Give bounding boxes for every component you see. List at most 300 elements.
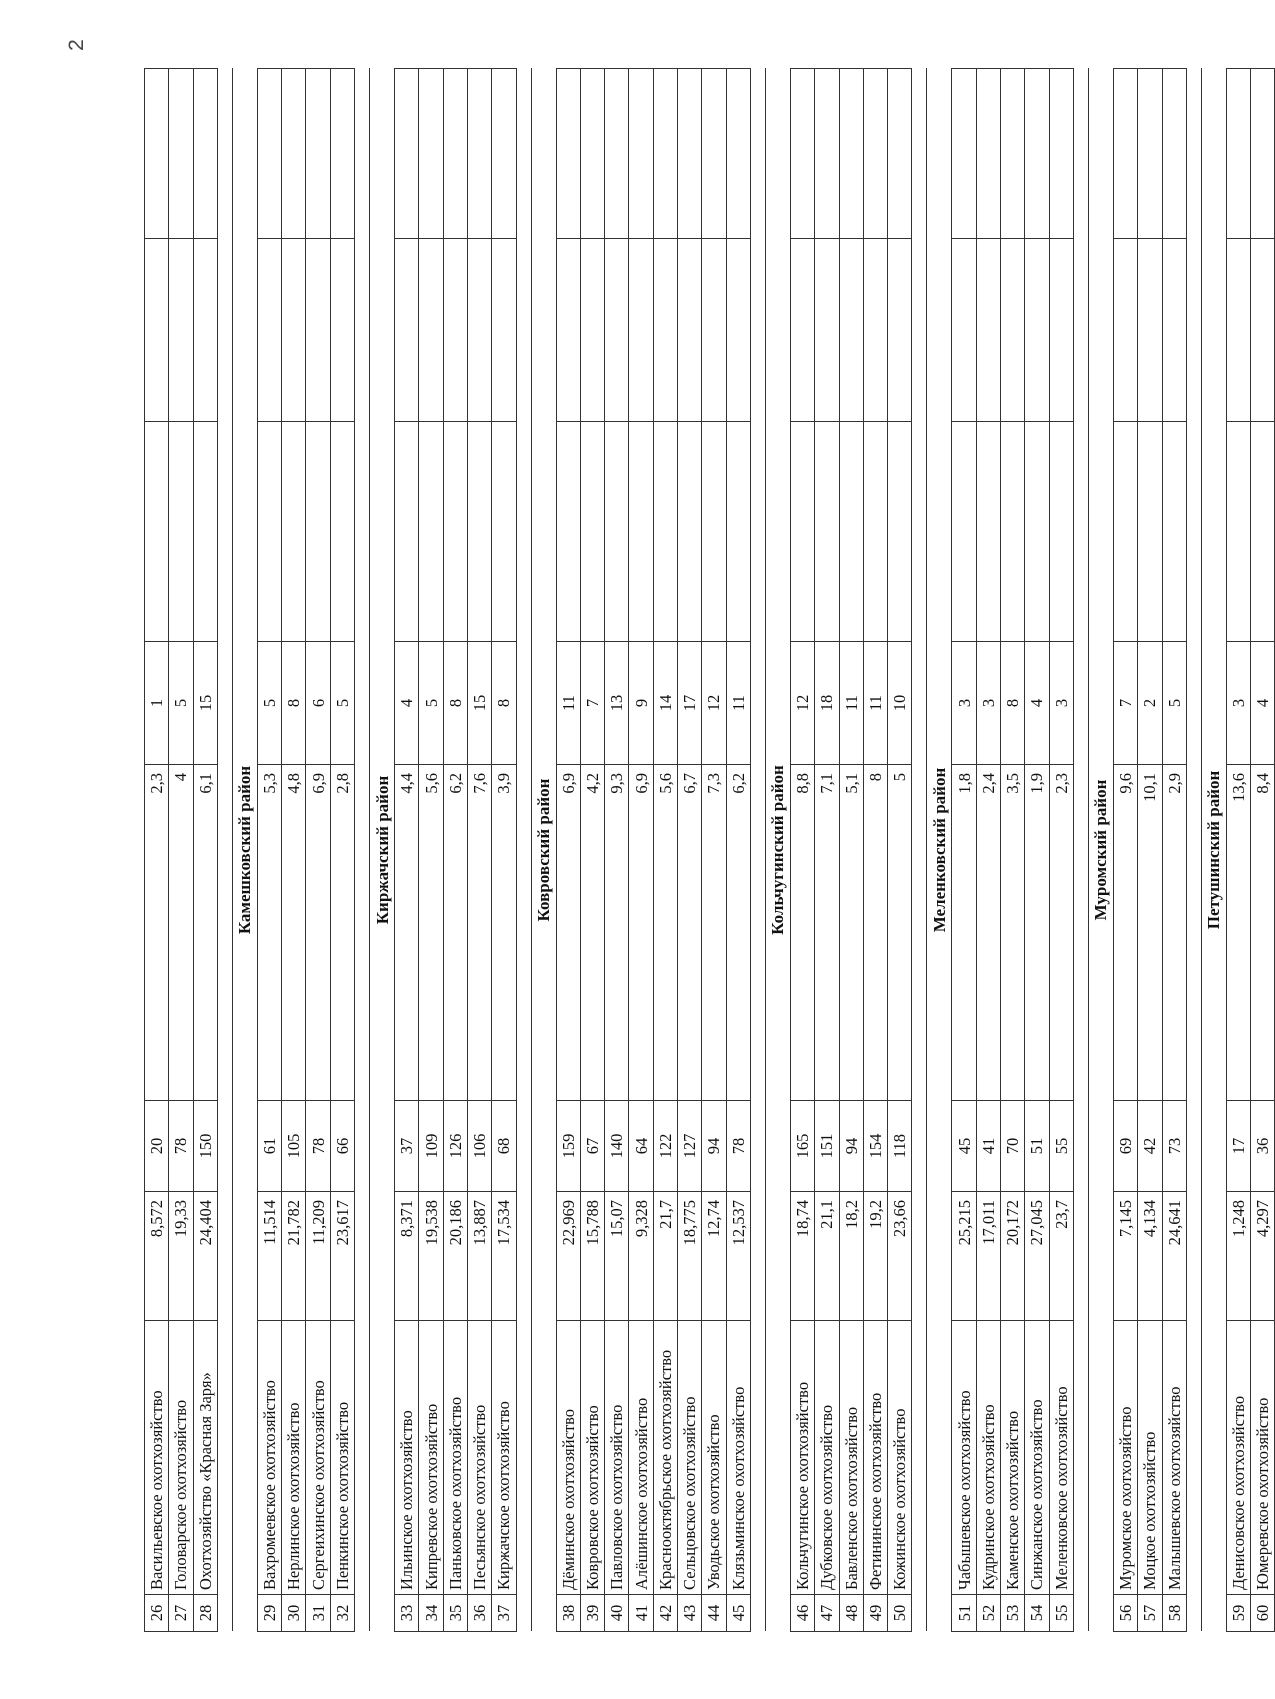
empty-cell [1024, 68, 1048, 238]
district-title: Петушинский район [1201, 68, 1226, 1631]
count-cell: 140 [604, 1100, 628, 1191]
table-row [1049, 68, 1073, 1631]
farm-name-cell: Кожинское охотхозяйство [887, 1320, 911, 1594]
area-cell: 22,969 [556, 1191, 580, 1320]
empty-cell [976, 421, 1000, 641]
empty-cell [814, 421, 838, 641]
district-header-row [531, 68, 556, 1631]
empty-cell [556, 238, 580, 421]
district-title: Камешковский район [232, 68, 257, 1631]
table-row [1250, 68, 1274, 1631]
density-cell: 1,8 [951, 764, 975, 1100]
table-row [1000, 68, 1024, 1631]
column-5-cell: 5 [1162, 641, 1186, 764]
row-number-cell: 36 [467, 1594, 491, 1631]
empty-cell [814, 68, 838, 238]
table-row [193, 68, 217, 1631]
empty-cell [677, 421, 701, 641]
farm-name-cell: Ильинское охотхозяйство [394, 1320, 418, 1594]
farm-name-cell: Пенкинское охотхозяйство [330, 1320, 354, 1594]
area-cell: 23,7 [1049, 1191, 1073, 1320]
column-5-cell: 15 [193, 641, 217, 764]
column-5-cell: 10 [887, 641, 911, 764]
empty-cell [726, 238, 750, 421]
empty-cell [951, 238, 975, 421]
column-5-cell: 14 [653, 641, 677, 764]
farm-name-cell: Денисовское охотхозяйство [1226, 1320, 1250, 1594]
empty-cell [418, 421, 442, 641]
area-cell: 11,514 [257, 1191, 281, 1320]
column-5-cell: 3 [1226, 641, 1250, 764]
farm-name-cell: Сельцовское охотхозяйство [677, 1320, 701, 1594]
density-cell: 7,3 [701, 764, 725, 1100]
density-cell: 5,1 [839, 764, 863, 1100]
farm-name-cell: Фетининское охотхозяйство [863, 1320, 887, 1594]
empty-cell [394, 421, 418, 641]
farm-name-cell: Бавленское охотхозяйство [839, 1320, 863, 1594]
column-5-cell: 11 [556, 641, 580, 764]
column-5-cell: 11 [863, 641, 887, 764]
count-cell: 20 [144, 1100, 168, 1191]
table-row [701, 68, 725, 1631]
empty-cell [701, 68, 725, 238]
density-cell: 2,3 [1049, 764, 1073, 1100]
count-cell: 42 [1137, 1100, 1161, 1191]
area-cell: 19,33 [168, 1191, 192, 1320]
empty-cell [491, 238, 515, 421]
count-cell: 41 [976, 1100, 1000, 1191]
farm-name-cell: Сергеихинское охотхозяйство [305, 1320, 329, 1594]
count-cell: 127 [677, 1100, 701, 1191]
column-5-cell: 7 [1113, 641, 1137, 764]
empty-cell [1137, 68, 1161, 238]
hunting-farms-table [144, 68, 1275, 1632]
empty-cell [394, 68, 418, 238]
row-number-cell: 53 [1000, 1594, 1024, 1631]
empty-cell [1226, 421, 1250, 641]
empty-cell [839, 238, 863, 421]
empty-cell [1024, 238, 1048, 421]
row-number-cell: 56 [1113, 1594, 1137, 1631]
empty-cell [467, 238, 491, 421]
row-number-cell: 31 [305, 1594, 329, 1631]
density-cell: 3,9 [491, 764, 515, 1100]
empty-cell [1113, 238, 1137, 421]
empty-cell [305, 421, 329, 641]
count-cell: 154 [863, 1100, 887, 1191]
empty-cell [790, 68, 814, 238]
count-cell: 64 [628, 1100, 652, 1191]
table-row [443, 68, 467, 1631]
district-header-row [1088, 68, 1113, 1631]
column-5-cell: 17 [677, 641, 701, 764]
row-number-cell: 52 [976, 1594, 1000, 1631]
farm-name-cell: Кудринское охотхозяйство [976, 1320, 1000, 1594]
table-row [839, 68, 863, 1631]
area-cell: 4,134 [1137, 1191, 1161, 1320]
empty-cell [653, 68, 677, 238]
empty-cell [814, 238, 838, 421]
area-cell: 20,172 [1000, 1191, 1024, 1320]
table-row [604, 68, 628, 1631]
table-row [556, 68, 580, 1631]
table-row [418, 68, 442, 1631]
area-cell: 23,66 [887, 1191, 911, 1320]
row-number-cell: 57 [1137, 1594, 1161, 1631]
empty-cell [580, 238, 604, 421]
empty-cell [1162, 68, 1186, 238]
farm-name-cell: Малышевское охотхозяйство [1162, 1320, 1186, 1594]
farm-name-cell: Охотхозяйство «Красная Заря» [193, 1320, 217, 1594]
empty-cell [790, 421, 814, 641]
row-number-cell: 28 [193, 1594, 217, 1631]
farm-name-cell: Краснооктябрьское охотхозяйство [653, 1320, 677, 1594]
district-header-row [765, 68, 790, 1631]
area-cell: 1,248 [1226, 1191, 1250, 1320]
farm-name-cell: Васильевское охотхозяйство [144, 1320, 168, 1594]
area-cell: 15,07 [604, 1191, 628, 1320]
empty-cell [418, 68, 442, 238]
page-number: 2 [65, 39, 88, 51]
column-5-cell: 18 [814, 641, 838, 764]
count-cell: 37 [394, 1100, 418, 1191]
area-cell: 19,2 [863, 1191, 887, 1320]
area-cell: 8,371 [394, 1191, 418, 1320]
empty-cell [951, 68, 975, 238]
empty-cell [491, 421, 515, 641]
column-5-cell: 6 [305, 641, 329, 764]
empty-cell [1162, 238, 1186, 421]
column-5-cell: 8 [443, 641, 467, 764]
column-5-cell: 11 [726, 641, 750, 764]
empty-cell [281, 68, 305, 238]
area-cell: 21,782 [281, 1191, 305, 1320]
table-row [814, 68, 838, 1631]
empty-cell [305, 68, 329, 238]
area-cell: 7,145 [1113, 1191, 1137, 1320]
density-cell: 6,1 [193, 764, 217, 1100]
farm-name-cell: Кипревское охотхозяйство [418, 1320, 442, 1594]
district-header-row [369, 68, 394, 1631]
empty-cell [168, 238, 192, 421]
empty-cell [580, 68, 604, 238]
area-cell: 9,328 [628, 1191, 652, 1320]
density-cell: 7,1 [814, 764, 838, 1100]
density-cell: 9,6 [1113, 764, 1137, 1100]
density-cell: 5,6 [418, 764, 442, 1100]
empty-cell [168, 421, 192, 641]
table-row [976, 68, 1000, 1631]
empty-cell [467, 68, 491, 238]
row-number-cell: 51 [951, 1594, 975, 1631]
row-number-cell: 33 [394, 1594, 418, 1631]
empty-cell [1000, 238, 1024, 421]
spacer-row [750, 68, 765, 1631]
farm-name-cell: Муромское охотхозяйство [1113, 1320, 1137, 1594]
farm-name-cell: Дёминское охотхозяйство [556, 1320, 580, 1594]
count-cell: 69 [1113, 1100, 1137, 1191]
area-cell: 13,887 [467, 1191, 491, 1320]
district-title: Кольчугинский район [765, 68, 790, 1631]
area-cell: 15,788 [580, 1191, 604, 1320]
density-cell: 4,8 [281, 764, 305, 1100]
empty-cell [976, 238, 1000, 421]
empty-cell [653, 238, 677, 421]
empty-cell [701, 238, 725, 421]
spacer-row [1186, 68, 1201, 1631]
area-cell: 11,209 [305, 1191, 329, 1320]
area-cell: 24,404 [193, 1191, 217, 1320]
farm-name-cell: Клязьминское охотхозяйство [726, 1320, 750, 1594]
count-cell: 159 [556, 1100, 580, 1191]
row-number-cell: 48 [839, 1594, 863, 1631]
column-5-cell: 5 [168, 641, 192, 764]
count-cell: 122 [653, 1100, 677, 1191]
row-number-cell: 39 [580, 1594, 604, 1631]
table-row [168, 68, 192, 1631]
empty-cell [418, 238, 442, 421]
farm-name-cell: Моцкое охотхозяйство [1137, 1320, 1161, 1594]
empty-cell [330, 238, 354, 421]
row-number-cell: 29 [257, 1594, 281, 1631]
empty-cell [1024, 421, 1048, 641]
count-cell: 61 [257, 1100, 281, 1191]
row-number-cell: 45 [726, 1594, 750, 1631]
row-number-cell: 46 [790, 1594, 814, 1631]
table-row [1024, 68, 1048, 1631]
count-cell: 118 [887, 1100, 911, 1191]
table-row [144, 68, 168, 1631]
empty-cell [863, 68, 887, 238]
density-cell: 5,6 [653, 764, 677, 1100]
density-cell: 1,9 [1024, 764, 1048, 1100]
row-number-cell: 47 [814, 1594, 838, 1631]
table-row [257, 68, 281, 1631]
area-cell: 18,74 [790, 1191, 814, 1320]
empty-cell [1162, 421, 1186, 641]
density-cell: 7,6 [467, 764, 491, 1100]
empty-cell [193, 421, 217, 641]
area-cell: 20,186 [443, 1191, 467, 1320]
column-5-cell: 4 [394, 641, 418, 764]
density-cell: 6,2 [726, 764, 750, 1100]
density-cell: 6,9 [628, 764, 652, 1100]
empty-cell [1137, 421, 1161, 641]
empty-cell [491, 68, 515, 238]
density-cell: 4 [168, 764, 192, 1100]
empty-cell [257, 421, 281, 641]
empty-cell [257, 68, 281, 238]
column-5-cell: 5 [330, 641, 354, 764]
count-cell: 68 [491, 1100, 515, 1191]
area-cell: 12,537 [726, 1191, 750, 1320]
farm-name-cell: Ковровское охотхозяйство [580, 1320, 604, 1594]
empty-cell [1137, 238, 1161, 421]
count-cell: 126 [443, 1100, 467, 1191]
row-number-cell: 60 [1250, 1594, 1274, 1631]
table-row [863, 68, 887, 1631]
density-cell: 6,9 [305, 764, 329, 1100]
column-5-cell: 11 [839, 641, 863, 764]
farm-name-cell: Кольчугинское охотхозяйство [790, 1320, 814, 1594]
area-cell: 21,7 [653, 1191, 677, 1320]
farm-name-cell: Юмеревское охотхозяйство [1250, 1320, 1274, 1594]
column-5-cell: 5 [257, 641, 281, 764]
column-5-cell: 8 [281, 641, 305, 764]
table-row [1226, 68, 1250, 1631]
table-row [790, 68, 814, 1631]
table-row [1113, 68, 1137, 1631]
district-title: Меленковский район [926, 68, 951, 1631]
empty-cell [281, 421, 305, 641]
empty-cell [951, 421, 975, 641]
density-cell: 13,6 [1226, 764, 1250, 1100]
empty-cell [305, 238, 329, 421]
density-cell: 6,2 [443, 764, 467, 1100]
column-5-cell: 12 [790, 641, 814, 764]
farm-name-cell: Головарское охотхозяйство [168, 1320, 192, 1594]
spacer-row [354, 68, 369, 1631]
area-cell: 19,538 [418, 1191, 442, 1320]
farm-name-cell: Алёшинское охотхозяйство [628, 1320, 652, 1594]
empty-cell [1000, 421, 1024, 641]
density-cell: 6,7 [677, 764, 701, 1100]
empty-cell [863, 238, 887, 421]
spacer-row [1073, 68, 1088, 1631]
table-row [491, 68, 515, 1631]
table-row [281, 68, 305, 1631]
empty-cell [144, 68, 168, 238]
farm-name-cell: Уводьское охотхозяйство [701, 1320, 725, 1594]
empty-cell [677, 68, 701, 238]
farm-name-cell: Паньковское охотхозяйство [443, 1320, 467, 1594]
empty-cell [1250, 238, 1274, 421]
area-cell: 17,534 [491, 1191, 515, 1320]
empty-cell [556, 421, 580, 641]
density-cell: 10,1 [1137, 764, 1161, 1100]
empty-cell [443, 238, 467, 421]
empty-cell [1049, 68, 1073, 238]
empty-cell [257, 238, 281, 421]
count-cell: 17 [1226, 1100, 1250, 1191]
table-row [1162, 68, 1186, 1631]
empty-cell [193, 68, 217, 238]
empty-cell [1226, 68, 1250, 238]
empty-cell [144, 421, 168, 641]
row-number-cell: 54 [1024, 1594, 1048, 1631]
area-cell: 24,641 [1162, 1191, 1186, 1320]
column-5-cell: 8 [1000, 641, 1024, 764]
empty-cell [1250, 68, 1274, 238]
row-number-cell: 59 [1226, 1594, 1250, 1631]
empty-cell [726, 421, 750, 641]
count-cell: 105 [281, 1100, 305, 1191]
empty-cell [1000, 68, 1024, 238]
farm-name-cell: Дубковское охотхозяйство [814, 1320, 838, 1594]
column-5-cell: 5 [418, 641, 442, 764]
density-cell: 2,4 [976, 764, 1000, 1100]
empty-cell [144, 238, 168, 421]
row-number-cell: 50 [887, 1594, 911, 1631]
empty-cell [330, 421, 354, 641]
empty-cell [604, 68, 628, 238]
column-5-cell: 4 [1250, 641, 1274, 764]
table-row [677, 68, 701, 1631]
count-cell: 73 [1162, 1100, 1186, 1191]
empty-cell [443, 68, 467, 238]
area-cell: 4,297 [1250, 1191, 1274, 1320]
table-row [1137, 68, 1161, 1631]
empty-cell [443, 421, 467, 641]
row-number-cell: 30 [281, 1594, 305, 1631]
empty-cell [863, 421, 887, 641]
farm-name-cell: Киржачское охотхозяйство [491, 1320, 515, 1594]
empty-cell [467, 421, 491, 641]
density-cell: 5 [887, 764, 911, 1100]
empty-cell [976, 68, 1000, 238]
empty-cell [628, 68, 652, 238]
column-5-cell: 1 [144, 641, 168, 764]
farm-name-cell: Песьянское охотхозяйство [467, 1320, 491, 1594]
row-number-cell: 35 [443, 1594, 467, 1631]
column-5-cell: 15 [467, 641, 491, 764]
empty-cell [839, 68, 863, 238]
empty-cell [701, 421, 725, 641]
empty-cell [193, 238, 217, 421]
empty-cell [281, 238, 305, 421]
empty-cell [1113, 68, 1137, 238]
table-row [330, 68, 354, 1631]
area-cell: 27,045 [1024, 1191, 1048, 1320]
column-5-cell: 3 [951, 641, 975, 764]
empty-cell [1113, 421, 1137, 641]
empty-cell [394, 238, 418, 421]
area-cell: 18,775 [677, 1191, 701, 1320]
area-cell: 12,74 [701, 1191, 725, 1320]
district-title: Муромский район [1088, 68, 1113, 1631]
row-number-cell: 58 [1162, 1594, 1186, 1631]
district-header-row [926, 68, 951, 1631]
count-cell: 78 [168, 1100, 192, 1191]
density-cell: 6,9 [556, 764, 580, 1100]
empty-cell [1049, 421, 1073, 641]
spacer-row [217, 68, 232, 1631]
density-cell: 2,3 [144, 764, 168, 1100]
row-number-cell: 32 [330, 1594, 354, 1631]
table-row [305, 68, 329, 1631]
row-number-cell: 49 [863, 1594, 887, 1631]
row-number-cell: 34 [418, 1594, 442, 1631]
row-number-cell: 27 [168, 1594, 192, 1631]
empty-cell [677, 238, 701, 421]
district-header-row [1201, 68, 1226, 1631]
count-cell: 150 [193, 1100, 217, 1191]
count-cell: 55 [1049, 1100, 1073, 1191]
empty-cell [604, 421, 628, 641]
table-row [887, 68, 911, 1631]
empty-cell [330, 68, 354, 238]
area-cell: 25,215 [951, 1191, 975, 1320]
density-cell: 4,4 [394, 764, 418, 1100]
count-cell: 109 [418, 1100, 442, 1191]
count-cell: 151 [814, 1100, 838, 1191]
row-number-cell: 44 [701, 1594, 725, 1631]
district-header-row [232, 68, 257, 1631]
farm-name-cell: Чабышевское охотхозяйство [951, 1320, 975, 1594]
density-cell: 9,3 [604, 764, 628, 1100]
table-row [394, 68, 418, 1631]
column-5-cell: 2 [1137, 641, 1161, 764]
